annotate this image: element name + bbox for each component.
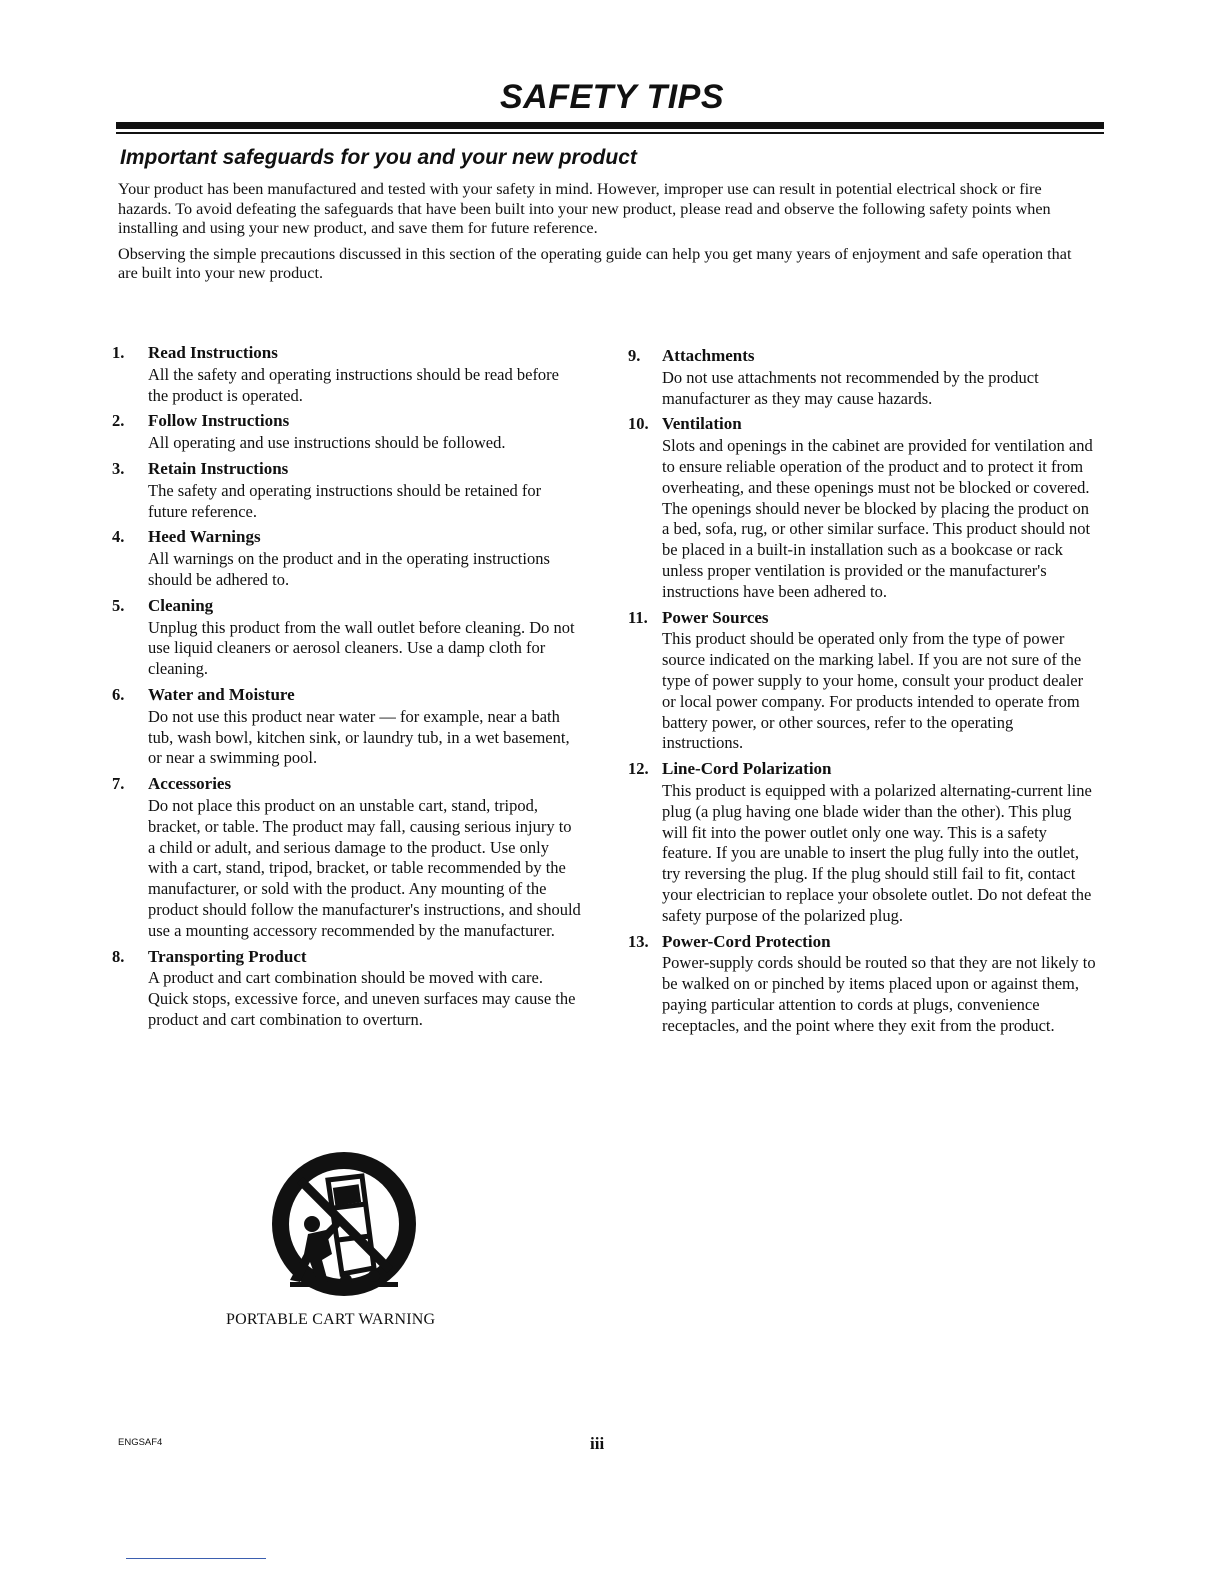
portable-cart-warning-icon bbox=[270, 1150, 418, 1298]
cart-wheel bbox=[368, 1270, 380, 1282]
section-subtitle: Important safeguards for you and your new product bbox=[120, 146, 637, 169]
item-title: Follow Instructions bbox=[148, 411, 290, 431]
intro-paragraph-1: Your product has been manufactured and tested with your safety in mind. However, improper use can result in potential electrical shock or fire hazards. To avoid defeating the safeguards that have been built into your new product, please read and observe the following safety points when installing and using your new product, and save them for future reference. bbox=[118, 180, 1051, 237]
intro-paragraph-2: Observing the simple precautions discussed in this section of the operating guide can help you get many years of enjoyment and safe operation that are built into your new product. bbox=[118, 244, 1072, 282]
list-item-cleaning bbox=[112, 596, 582, 680]
item-text: Do not place this product on an unstable cart, stand, tripod, bracket, or table. The product may fall, causing serious injury to a child or adult, and serious damage to the product. Use only with a cart, stand, tripod, bracket, or table recommended by the manufacturer, or sold with the product. Any mounting of the product should follow the manufacturer's instructions, and should use a mounting accessory recommended by the manufacturer. bbox=[148, 795, 581, 940]
item-text: The safety and operating instructions should be retained for future reference. bbox=[148, 480, 542, 521]
page-title: SAFETY TIPS bbox=[499, 78, 725, 116]
item-title: Transporting Product bbox=[148, 946, 307, 966]
list-item-heed-warnings bbox=[112, 527, 582, 590]
item-text: This product should be operated only from the type of power source indicated on the marking label. If you are not sure of the type of power supply to your home, consult your product dealer or local power company. For products intended to operate from battery power, or other sources, refer to the operating instructions. bbox=[662, 629, 1084, 753]
item-text: Do not use this product near water — for example, near a bath tub, wash bowl, kitchen sink, or laundry tub, in a wet basement, or near a swimming pool. bbox=[148, 706, 570, 768]
item-number: 12. bbox=[628, 759, 649, 779]
title-rule bbox=[116, 122, 1104, 129]
ground-line bbox=[290, 1282, 398, 1287]
item-number: 7. bbox=[112, 774, 125, 794]
list-item-line-cord-polarization bbox=[628, 759, 1098, 926]
figure-caption: PORTABLE CART WARNING bbox=[226, 1311, 436, 1328]
title-rule-thin bbox=[116, 132, 1104, 134]
item-number: 4. bbox=[112, 527, 125, 547]
item-text: Unplug this product from the wall outlet before cleaning. Do not use liquid cleaners or aerosol cleaners. Use a damp cloth for cleaning. bbox=[148, 617, 575, 679]
item-number: 3. bbox=[112, 458, 125, 478]
item-text: This product is equipped with a polarized alternating-current line plug (a plug having one blade wider than the other). This plug will fit into the power outlet only one way. This is a safety feature. If you are unable to insert the plug fully into the outlet, try reversing the plug. If the plug should still fail to fit, contact your electrician to replace your obsolete outlet. Do not defeat the safety purpose of the polarized plug. bbox=[662, 780, 1092, 925]
item-title: Heed Warnings bbox=[148, 527, 261, 547]
intro bbox=[118, 180, 1086, 290]
list-item-ventilation bbox=[628, 414, 1098, 602]
item-number: 1. bbox=[112, 343, 125, 362]
item-title: Power-Cord Protection bbox=[662, 931, 831, 951]
item-title: Power Sources bbox=[662, 607, 769, 627]
page-number: iii bbox=[590, 1434, 605, 1453]
list-item-transporting-product bbox=[112, 947, 582, 1031]
item-title: Water and Moisture bbox=[148, 684, 295, 704]
item-number: 10. bbox=[628, 414, 649, 434]
list-item-power-sources bbox=[628, 608, 1098, 755]
item-title: Retain Instructions bbox=[148, 458, 289, 478]
item-text: Slots and openings in the cabinet are provided for ventilation and to ensure reliable operation of the product and to protect it from overheating, and these openings must not be blocked or covered. The openings should never be blocked by placing the product on a bed, sofa, rug, or other similar surface. This product should not be placed in a built-in installation such as a bookcase or rack unless proper ventilation is provided or the manufacturer's instructions have been adhered to. bbox=[662, 436, 1093, 601]
item-text: Power-supply cords should be routed so that they are not likely to be walked on or pinched by items placed upon or against them, paying particular attention to cords at plugs, convenience receptacles, and the point where they exit from the product. bbox=[662, 953, 1096, 1035]
list-item-read-instructions bbox=[112, 343, 582, 406]
item-text: Do not use attachments not recommended by the product manufacturer as they may cause hazards. bbox=[662, 367, 1039, 408]
item-number: 5. bbox=[112, 595, 125, 615]
right-column bbox=[628, 346, 1098, 1042]
item-number: 9. bbox=[628, 346, 641, 365]
list-item-water-and-moisture bbox=[112, 685, 582, 769]
item-text: All the safety and operating instructions should be read before the product is operated. bbox=[148, 364, 560, 405]
list-item-follow-instructions bbox=[112, 411, 582, 454]
item-number: 2. bbox=[112, 411, 125, 431]
item-title: Ventilation bbox=[662, 414, 742, 434]
item-text: A product and cart combination should be moved with care. Quick stops, excessive force, and uneven surfaces may cause the product and cart combination to overturn. bbox=[148, 968, 576, 1029]
item-title: Read Instructions bbox=[148, 343, 278, 362]
item-title: Cleaning bbox=[148, 595, 214, 615]
item-title: Line-Cord Polarization bbox=[662, 759, 832, 779]
left-column bbox=[112, 343, 582, 1036]
bottom-rule bbox=[126, 1558, 266, 1559]
item-number: 13. bbox=[628, 931, 649, 951]
item-number: 11. bbox=[628, 607, 648, 627]
item-number: 6. bbox=[112, 684, 125, 704]
item-text: All warnings on the product and in the operating instructions should be adhered to. bbox=[148, 549, 550, 589]
list-item-power-cord-protection bbox=[628, 932, 1098, 1037]
tv-on-cart bbox=[333, 1184, 361, 1205]
list-item-accessories bbox=[112, 774, 582, 941]
item-text: All operating and use instructions should be followed. bbox=[148, 433, 506, 453]
list-item-retain-instructions bbox=[112, 459, 582, 522]
document-code: ENGSAF4 bbox=[118, 1437, 163, 1448]
item-title: Accessories bbox=[148, 774, 232, 794]
item-title: Attachments bbox=[662, 346, 755, 365]
list-item-attachments bbox=[628, 346, 1098, 409]
item-number: 8. bbox=[112, 946, 125, 966]
